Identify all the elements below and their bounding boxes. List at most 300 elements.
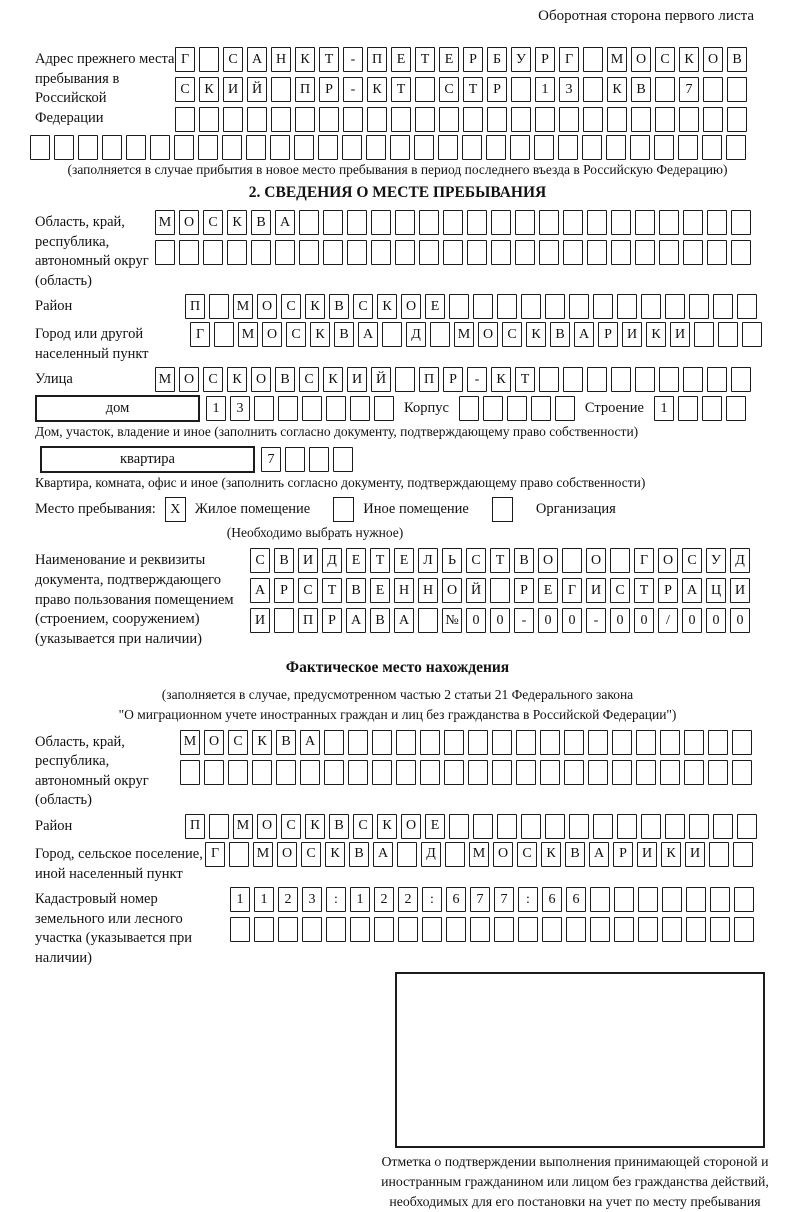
char-box[interactable] [102,135,122,160]
char-box[interactable] [587,240,607,265]
char-box[interactable] [420,760,440,785]
char-box[interactable]: К [661,842,681,867]
char-box[interactable] [534,135,554,160]
char-box[interactable]: Г [559,47,579,72]
char-box[interactable] [470,917,490,942]
char-box[interactable] [276,760,296,785]
char-box[interactable]: Д [421,842,441,867]
char-box[interactable] [702,396,722,421]
char-box[interactable] [611,367,631,392]
char-box[interactable]: П [419,367,439,392]
char-box[interactable]: Г [634,548,654,573]
char-box[interactable]: М [454,322,474,347]
char-box[interactable] [299,210,319,235]
char-box[interactable] [487,107,507,132]
char-box[interactable]: А [275,210,295,235]
char-box[interactable] [737,294,757,319]
char-box[interactable]: Р [613,842,633,867]
char-box[interactable] [611,210,631,235]
char-box[interactable] [635,210,655,235]
char-box[interactable] [278,396,298,421]
char-box[interactable] [655,107,675,132]
char-box[interactable]: : [326,887,346,912]
char-box[interactable] [607,107,627,132]
char-box[interactable] [491,240,511,265]
char-box[interactable] [564,730,584,755]
char-box[interactable]: Р [463,47,483,72]
char-box[interactable] [438,135,458,160]
char-box[interactable] [350,396,370,421]
char-box[interactable]: К [227,367,247,392]
char-box[interactable] [54,135,74,160]
char-box[interactable]: С [223,47,243,72]
char-box[interactable]: П [367,47,387,72]
char-box[interactable] [545,294,565,319]
char-box[interactable]: А [574,322,594,347]
char-box[interactable] [275,240,295,265]
char-box[interactable]: В [329,294,349,319]
char-box[interactable]: М [180,730,200,755]
char-box[interactable]: Е [391,47,411,72]
char-box[interactable]: Б [487,47,507,72]
char-box[interactable] [446,917,466,942]
house-type-field[interactable]: дом [35,395,200,422]
char-box[interactable] [707,210,727,235]
char-box[interactable] [686,917,706,942]
char-box[interactable]: Т [319,47,339,72]
char-box[interactable]: Р [274,578,294,603]
char-box[interactable] [614,917,634,942]
char-box[interactable]: 0 [706,608,726,633]
char-box[interactable] [468,760,488,785]
char-box[interactable] [246,135,266,160]
char-box[interactable]: М [253,842,273,867]
char-box[interactable] [204,760,224,785]
char-box[interactable]: А [300,730,320,755]
char-box[interactable]: П [298,608,318,633]
char-box[interactable]: А [373,842,393,867]
char-box[interactable] [326,917,346,942]
char-box[interactable] [587,367,607,392]
char-box[interactable]: К [295,47,315,72]
char-box[interactable]: Р [514,578,534,603]
char-box[interactable] [372,730,392,755]
char-box[interactable] [731,210,751,235]
char-box[interactable] [683,210,703,235]
char-box[interactable] [252,760,272,785]
char-box[interactable]: В [550,322,570,347]
char-box[interactable] [566,917,586,942]
char-box[interactable]: С [299,367,319,392]
char-box[interactable] [678,396,698,421]
char-box[interactable]: К [305,814,325,839]
char-box[interactable] [419,210,439,235]
char-box[interactable] [419,240,439,265]
char-box[interactable]: 1 [535,77,555,102]
char-box[interactable] [511,107,531,132]
char-box[interactable] [610,548,630,573]
char-box[interactable]: С [281,814,301,839]
char-box[interactable]: С [175,77,195,102]
char-box[interactable] [415,77,435,102]
char-box[interactable]: С [301,842,321,867]
char-box[interactable] [342,135,362,160]
char-box[interactable] [726,396,746,421]
char-box[interactable] [583,107,603,132]
char-box[interactable] [323,240,343,265]
char-box[interactable] [348,760,368,785]
char-box[interactable]: Г [562,578,582,603]
char-box[interactable] [555,396,575,421]
char-box[interactable]: К [646,322,666,347]
char-box[interactable]: О [257,294,277,319]
char-box[interactable]: О [586,548,606,573]
char-box[interactable]: - [514,608,534,633]
char-box[interactable] [230,917,250,942]
char-box[interactable]: В [349,842,369,867]
char-box[interactable] [635,240,655,265]
char-box[interactable] [641,294,661,319]
char-box[interactable] [683,367,703,392]
char-box[interactable]: К [305,294,325,319]
char-box[interactable]: К [526,322,546,347]
char-box[interactable] [558,135,578,160]
char-box[interactable] [703,77,723,102]
char-box[interactable] [490,578,510,603]
char-box[interactable]: Й [371,367,391,392]
char-box[interactable] [606,135,626,160]
char-box[interactable]: О [277,842,297,867]
char-box[interactable] [617,294,637,319]
char-box[interactable]: П [295,77,315,102]
char-box[interactable] [318,135,338,160]
char-box[interactable] [718,322,738,347]
char-box[interactable]: 1 [206,396,226,421]
char-box[interactable] [444,760,464,785]
char-box[interactable]: 1 [230,887,250,912]
char-box[interactable]: С [439,77,459,102]
char-box[interactable]: К [323,367,343,392]
char-box[interactable]: Р [535,47,555,72]
char-box[interactable] [430,322,450,347]
char-box[interactable]: И [637,842,657,867]
char-box[interactable]: 1 [654,396,674,421]
char-box[interactable] [414,135,434,160]
char-box[interactable] [710,887,730,912]
char-box[interactable] [689,814,709,839]
char-box[interactable]: 6 [566,887,586,912]
char-box[interactable] [449,814,469,839]
char-box[interactable]: Д [322,548,342,573]
char-box[interactable]: 0 [466,608,486,633]
char-box[interactable] [660,730,680,755]
char-box[interactable] [270,135,290,160]
char-box[interactable]: 7 [494,887,514,912]
char-box[interactable] [612,730,632,755]
char-box[interactable] [228,760,248,785]
char-box[interactable] [397,842,417,867]
char-box[interactable] [229,842,249,867]
char-box[interactable]: 6 [542,887,562,912]
char-box[interactable]: К [310,322,330,347]
char-box[interactable] [251,240,271,265]
char-box[interactable] [395,210,415,235]
char-box[interactable] [473,814,493,839]
char-box[interactable] [271,107,291,132]
char-box[interactable] [418,608,438,633]
char-box[interactable] [443,210,463,235]
char-box[interactable]: О [631,47,651,72]
char-box[interactable] [731,367,751,392]
char-box[interactable] [683,240,703,265]
char-box[interactable]: С [281,294,301,319]
char-box[interactable] [214,322,234,347]
char-box[interactable] [638,917,658,942]
char-box[interactable]: К [325,842,345,867]
char-box[interactable]: 0 [682,608,702,633]
char-box[interactable] [439,107,459,132]
char-box[interactable] [300,760,320,785]
char-box[interactable] [199,47,219,72]
char-box[interactable]: Г [190,322,210,347]
char-box[interactable] [445,842,465,867]
char-box[interactable]: С [466,548,486,573]
char-box[interactable] [542,917,562,942]
char-box[interactable]: К [367,77,387,102]
char-box[interactable] [492,760,512,785]
char-box[interactable] [209,814,229,839]
char-box[interactable]: К [227,210,247,235]
char-box[interactable]: Г [205,842,225,867]
char-box[interactable] [395,240,415,265]
char-box[interactable] [521,294,541,319]
char-box[interactable]: Р [598,322,618,347]
stay-checkbox-org[interactable] [492,497,513,522]
char-box[interactable] [449,294,469,319]
char-box[interactable]: Й [247,77,267,102]
char-box[interactable] [324,760,344,785]
char-box[interactable]: Ь [442,548,462,573]
char-box[interactable] [590,887,610,912]
char-box[interactable] [497,294,517,319]
char-box[interactable] [199,107,219,132]
char-box[interactable] [710,917,730,942]
char-box[interactable] [686,887,706,912]
char-box[interactable] [732,730,752,755]
char-box[interactable]: В [275,367,295,392]
char-box[interactable] [689,294,709,319]
char-box[interactable] [467,210,487,235]
char-box[interactable]: 0 [730,608,750,633]
char-box[interactable]: Е [425,294,445,319]
char-box[interactable] [323,210,343,235]
char-box[interactable] [665,814,685,839]
char-box[interactable] [659,210,679,235]
char-box[interactable] [254,396,274,421]
char-box[interactable] [563,240,583,265]
char-box[interactable] [636,730,656,755]
char-box[interactable] [539,210,559,235]
char-box[interactable]: Н [271,47,291,72]
char-box[interactable]: А [250,578,270,603]
char-box[interactable]: У [706,548,726,573]
char-box[interactable] [583,47,603,72]
char-box[interactable] [660,760,680,785]
char-box[interactable]: О [538,548,558,573]
char-box[interactable] [285,447,305,472]
char-box[interactable] [396,760,416,785]
char-box[interactable] [510,135,530,160]
char-box[interactable]: 3 [302,887,322,912]
char-box[interactable] [347,240,367,265]
char-box[interactable] [371,240,391,265]
char-box[interactable] [582,135,602,160]
char-box[interactable] [713,294,733,319]
char-box[interactable]: 3 [559,77,579,102]
char-box[interactable]: О [493,842,513,867]
char-box[interactable]: П [185,294,205,319]
char-box[interactable] [227,240,247,265]
char-box[interactable]: И [685,842,705,867]
char-box[interactable]: О [478,322,498,347]
char-box[interactable]: 0 [562,608,582,633]
char-box[interactable]: 0 [490,608,510,633]
char-box[interactable] [539,367,559,392]
char-box[interactable] [707,367,727,392]
char-box[interactable]: К [252,730,272,755]
char-box[interactable]: Н [418,578,438,603]
char-box[interactable]: К [199,77,219,102]
char-box[interactable] [694,322,714,347]
char-box[interactable] [587,210,607,235]
char-box[interactable] [545,814,565,839]
char-box[interactable]: Р [487,77,507,102]
char-box[interactable] [665,294,685,319]
char-box[interactable]: В [565,842,585,867]
char-box[interactable]: В [274,548,294,573]
char-box[interactable] [703,107,723,132]
char-box[interactable] [662,917,682,942]
char-box[interactable]: С [353,814,373,839]
char-box[interactable]: Ц [706,578,726,603]
char-box[interactable] [223,107,243,132]
char-box[interactable]: Л [418,548,438,573]
char-box[interactable]: Р [658,578,678,603]
char-box[interactable]: Р [443,367,463,392]
char-box[interactable]: Г [175,47,195,72]
char-box[interactable]: К [491,367,511,392]
char-box[interactable]: М [155,367,175,392]
char-box[interactable] [535,107,555,132]
char-box[interactable]: Т [370,548,390,573]
char-box[interactable] [247,107,267,132]
char-box[interactable] [559,107,579,132]
char-box[interactable] [319,107,339,132]
char-box[interactable]: Й [466,578,486,603]
char-box[interactable]: - [586,608,606,633]
char-box[interactable]: Е [439,47,459,72]
char-box[interactable]: 7 [470,887,490,912]
char-box[interactable]: № [442,608,462,633]
char-box[interactable] [562,548,582,573]
char-box[interactable] [302,396,322,421]
char-box[interactable]: 0 [610,608,630,633]
char-box[interactable]: А [247,47,267,72]
char-box[interactable]: И [298,548,318,573]
char-box[interactable]: И [223,77,243,102]
char-box[interactable]: И [670,322,690,347]
char-box[interactable] [713,814,733,839]
char-box[interactable] [734,917,754,942]
char-box[interactable] [659,240,679,265]
char-box[interactable]: / [658,608,678,633]
char-box[interactable] [709,842,729,867]
char-box[interactable]: 0 [538,608,558,633]
char-box[interactable]: К [377,814,397,839]
char-box[interactable]: Т [463,77,483,102]
char-box[interactable] [733,842,753,867]
char-box[interactable] [612,760,632,785]
char-box[interactable]: : [422,887,442,912]
char-box[interactable] [540,730,560,755]
char-box[interactable]: Р [319,77,339,102]
char-box[interactable] [707,240,727,265]
char-box[interactable]: Н [394,578,414,603]
char-box[interactable] [366,135,386,160]
char-box[interactable]: О [401,294,421,319]
char-box[interactable]: И [347,367,367,392]
char-box[interactable]: - [467,367,487,392]
char-box[interactable] [590,917,610,942]
char-box[interactable] [391,107,411,132]
char-box[interactable] [374,396,394,421]
char-box[interactable] [295,107,315,132]
char-box[interactable]: П [185,814,205,839]
char-box[interactable]: О [179,367,199,392]
char-box[interactable] [294,135,314,160]
char-box[interactable]: О [257,814,277,839]
char-box[interactable] [463,107,483,132]
char-box[interactable] [443,240,463,265]
char-box[interactable] [486,135,506,160]
char-box[interactable] [126,135,146,160]
char-box[interactable] [30,135,50,160]
char-box[interactable]: А [394,608,414,633]
char-box[interactable] [617,814,637,839]
char-box[interactable]: А [589,842,609,867]
char-box[interactable] [396,730,416,755]
char-box[interactable] [516,760,536,785]
char-box[interactable]: О [658,548,678,573]
char-box[interactable] [374,917,394,942]
char-box[interactable] [516,730,536,755]
char-box[interactable]: : [518,887,538,912]
char-box[interactable]: С [502,322,522,347]
char-box[interactable]: У [511,47,531,72]
char-box[interactable] [302,917,322,942]
char-box[interactable] [203,240,223,265]
char-box[interactable] [638,887,658,912]
char-box[interactable]: Т [515,367,535,392]
char-box[interactable] [531,396,551,421]
char-box[interactable] [702,135,722,160]
char-box[interactable]: 0 [634,608,654,633]
char-box[interactable] [415,107,435,132]
char-box[interactable] [382,322,402,347]
char-box[interactable] [569,814,589,839]
char-box[interactable]: В [514,548,534,573]
char-box[interactable] [175,107,195,132]
